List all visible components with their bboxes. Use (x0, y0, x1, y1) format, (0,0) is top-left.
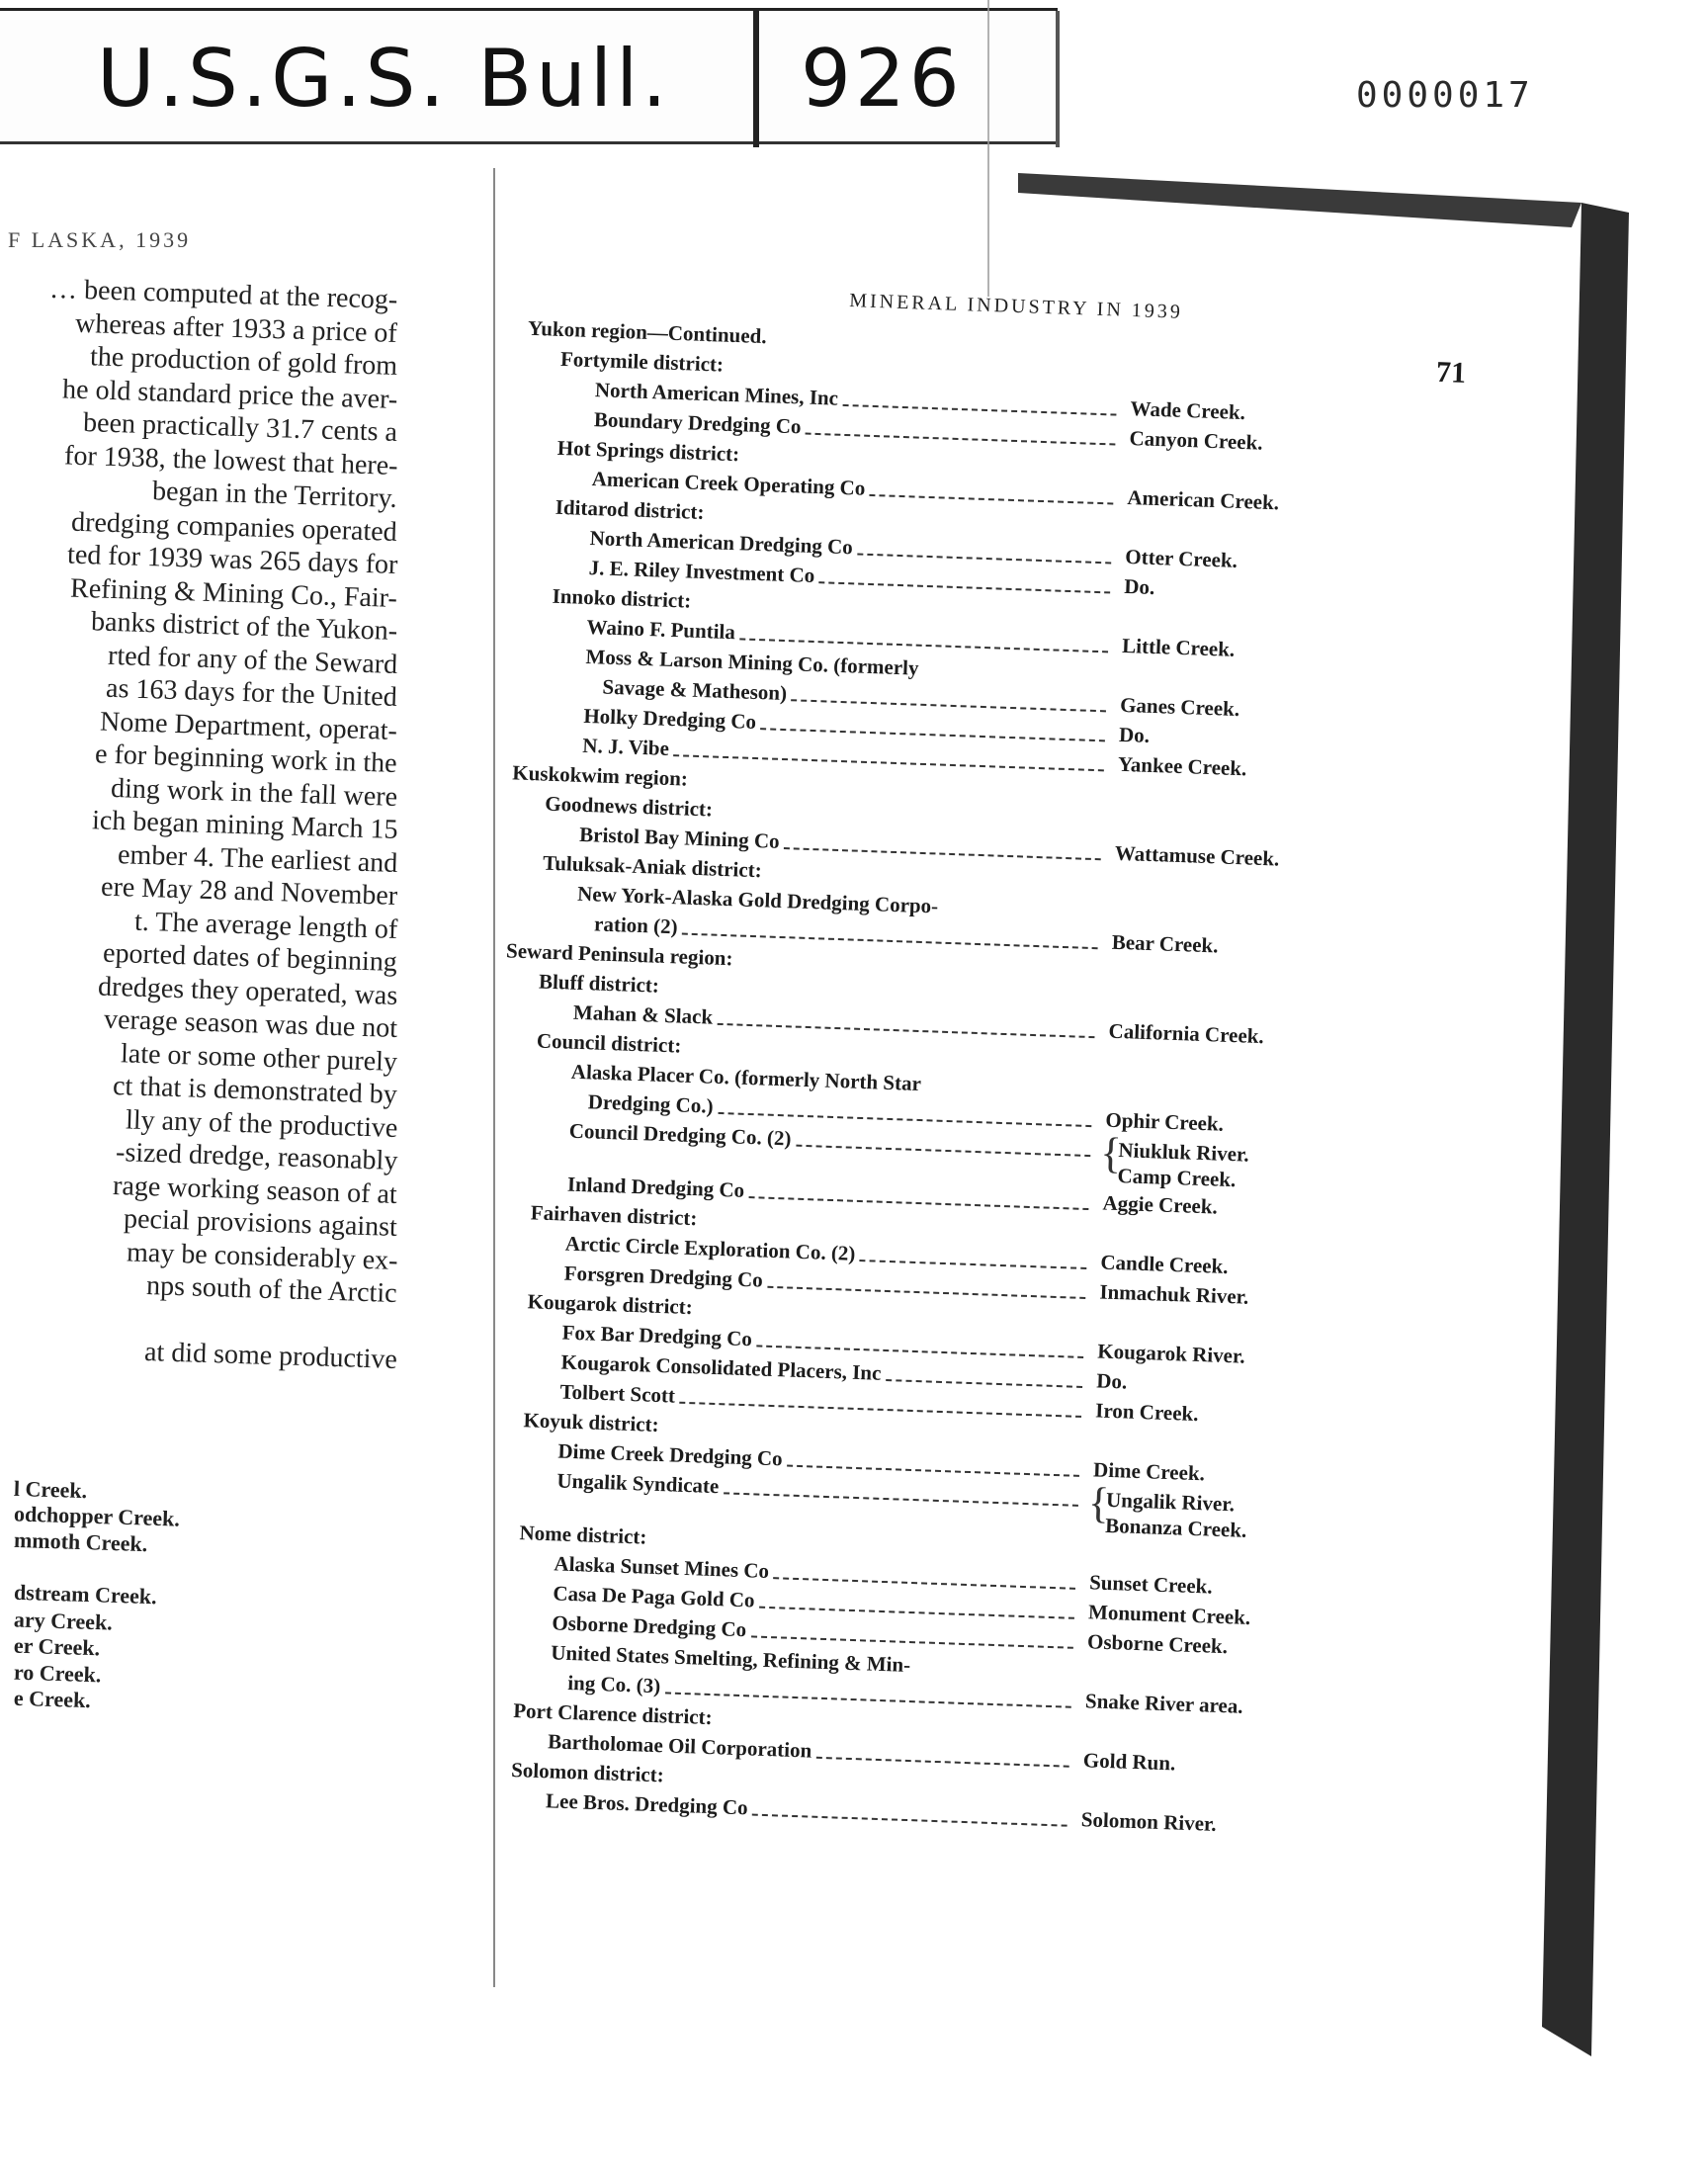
left-text-line: late or some other purely (120, 1037, 398, 1078)
left-text-line: ich began mining March 15 (91, 805, 398, 845)
entry-location: Niukluk River. (1118, 1138, 1250, 1167)
entry-name: Dime Creek Dredging Co (557, 1438, 784, 1471)
document-stamp-number: 0000017 (1356, 75, 1534, 116)
entry-name: North American Dredging Co (589, 526, 854, 560)
entry-location: Yankee Creek. (1117, 751, 1247, 781)
entry-name: Osborne Dredging Co (552, 1610, 747, 1642)
left-running-head: F LASKA, 1939 (8, 227, 192, 252)
entry-name: Dredging Co.) (587, 1089, 714, 1118)
grouping-brace: { (1099, 1128, 1123, 1178)
left-text-line: ember 4. The earliest and (117, 838, 398, 879)
left-text-line: pecial provisions against (123, 1203, 398, 1243)
handwritten-bulletin-number: 926 (801, 33, 964, 125)
dot-leader (756, 1345, 1083, 1358)
entry-location: Do. (1095, 1368, 1128, 1394)
entry-name: Tuluksak-Aniak district: (542, 850, 763, 883)
right-page (494, 148, 1601, 2086)
entry-name: Council Dredging Co. (2) (568, 1118, 792, 1151)
entry-location: American Creek. (1127, 484, 1280, 515)
entry-name: Waino F. Puntila (586, 614, 736, 645)
entry-name: Fortymile district: (559, 346, 725, 377)
left-text-line: lly any of the productive (125, 1103, 398, 1144)
entry-location: Dime Creek. (1092, 1457, 1206, 1486)
entry-name: Kuskokwim region: (512, 760, 689, 791)
entry-location: Osborne Creek. (1086, 1629, 1229, 1659)
entry-location: Ungalik River. (1105, 1487, 1236, 1517)
left-list-fragment: e Creek. (13, 1685, 92, 1713)
left-text-line: he old standard price the aver- (61, 373, 398, 415)
entry-location: Candle Creek. (1100, 1250, 1229, 1279)
left-list-fragment: l Creek. (13, 1475, 88, 1504)
left-list-fragment: er Creek. (13, 1632, 101, 1661)
dot-leader (857, 553, 1111, 564)
entry-name: New York-Alaska Gold Dredging Corpo- (576, 881, 939, 918)
entry-location: Little Creek. (1121, 633, 1236, 661)
entry-name: Ungalik Syndicate (556, 1468, 720, 1499)
entry-name: Arctic Circle Exploration Co. (2) (564, 1231, 856, 1265)
entry-name: Hot Springs district: (556, 435, 740, 467)
left-text-line: e for beginning work in the (95, 739, 398, 779)
entry-name: Bristol Bay Mining Co (578, 822, 781, 853)
entry-name: Innoko district: (552, 583, 692, 613)
dot-leader (760, 728, 1104, 741)
entry-name: Yukon region—Continued. (527, 315, 767, 349)
entry-name: ing Co. (3) (566, 1670, 661, 1698)
entry-name: Alaska Placer Co. (formerly North Star (570, 1059, 922, 1096)
left-text-line: as 163 days for the United (105, 672, 398, 713)
entry-name: Nome district: (519, 1521, 647, 1549)
left-text-line: dredges they operated, was (97, 970, 398, 1011)
entry-name: Mahan & Slack (572, 1000, 714, 1029)
dot-leader (819, 581, 1110, 593)
entry-name: Solomon district: (510, 1758, 665, 1787)
entry-location: Kougarok River. (1096, 1339, 1246, 1368)
entry-location: Inmachuk River. (1099, 1279, 1249, 1309)
dot-leader (886, 1379, 1082, 1388)
left-list-fragment: dstream Creek. (13, 1579, 157, 1610)
dot-leader (751, 1635, 1073, 1648)
entry-name: Lee Bros. Dredging Co (545, 1788, 749, 1820)
entry-location: Sunset Creek. (1088, 1570, 1213, 1599)
entry-location: California Creek. (1108, 1018, 1265, 1049)
entry-location-secondary: Bonanza Creek. (1104, 1513, 1247, 1542)
dot-leader (784, 847, 1101, 860)
left-text-line: Refining & Mining Co., Fair- (69, 572, 398, 614)
entry-location: Ophir Creek. (1105, 1107, 1225, 1136)
handwritten-bulletin-label: U.S.G.S. Bull. (97, 33, 671, 125)
dot-leader (724, 1492, 1078, 1507)
left-text-line: whereas after 1933 a price of (74, 307, 398, 349)
entry-name: N. J. Vibe (582, 733, 670, 760)
entry-name: Casa De Paga Gold Co (553, 1581, 755, 1612)
left-text-line: eported dates of beginning (102, 937, 398, 978)
entry-location: Monument Creek. (1087, 1600, 1251, 1630)
left-text-line: rage working season of at (112, 1170, 398, 1210)
entry-location: Otter Creek. (1125, 544, 1238, 572)
entry-name: Kougarok district: (527, 1289, 694, 1320)
left-list-fragment: ary Creek. (13, 1606, 114, 1635)
entry-name: Bluff district: (538, 969, 660, 998)
left-text-line: ct that is demonstrated by (112, 1070, 398, 1110)
entry-location: Gold Run. (1082, 1748, 1176, 1776)
entry-name: Forsgren Dredging Co (563, 1261, 764, 1292)
right-running-head: MINERAL INDUSTRY IN 1939 (848, 290, 1184, 323)
left-text-line: the production of gold from (89, 341, 398, 382)
entry-name: Tolbert Scott (559, 1379, 676, 1408)
left-text-line: t. The average length of (133, 906, 398, 945)
dot-leader (759, 1607, 1074, 1619)
dot-leader (806, 433, 1115, 446)
dot-leader (870, 494, 1114, 505)
entry-name: Inland Dredging Co (566, 1172, 745, 1202)
entry-location: Do. (1123, 573, 1155, 599)
dot-leader (792, 699, 1106, 712)
grouping-brace: { (1087, 1478, 1110, 1527)
entry-location: Aggie Creek. (1102, 1190, 1219, 1219)
entry-name: J. E. Riley Investment Co (588, 556, 815, 587)
entry-name: Fox Bar Dredging Co (561, 1320, 753, 1351)
entry-name: Bartholomae Oil Corporation (547, 1729, 812, 1763)
left-text-line: rted for any of the Seward (107, 640, 398, 680)
dot-leader (718, 1112, 1091, 1127)
entry-location: Wade Creek. (1130, 396, 1246, 425)
entry-location: Canyon Creek. (1129, 426, 1263, 455)
dot-leader (739, 638, 1108, 652)
entry-name: Kougarok Consolidated Placers, Inc (560, 1349, 882, 1385)
left-text-line: ere May 28 and November (100, 871, 398, 912)
left-text-line: Nome Department, operat- (99, 706, 398, 746)
entry-name: Port Clarence district: (512, 1698, 713, 1730)
entry-location: Ganes Creek. (1119, 692, 1240, 722)
left-text-line: began in the Territory. (152, 476, 398, 514)
entry-name: Fairhaven district: (530, 1200, 698, 1231)
entry-name: United States Smelting, Refining & Min- (550, 1640, 911, 1678)
dot-leader (842, 404, 1116, 416)
entry-name: Savage & Matheson) (602, 674, 788, 706)
entry-name: Council district: (536, 1028, 682, 1058)
entry-name: Koyuk district: (523, 1408, 660, 1437)
entry-location: Solomon River. (1080, 1807, 1218, 1836)
left-text-line: may be considerably ex- (126, 1236, 398, 1276)
dot-leader (749, 1196, 1089, 1210)
left-text-line: banks district of the Yukon- (90, 606, 398, 647)
left-text-line: at did some productive (143, 1336, 398, 1375)
left-text-line: … been computed at the recog- (48, 273, 398, 315)
entry-name: ration (2) (593, 912, 679, 939)
dot-leader (796, 1145, 1090, 1157)
entry-location: Bear Creek. (1111, 929, 1219, 958)
entry-location: Snake River area. (1084, 1689, 1243, 1718)
dot-leader (816, 1757, 1069, 1768)
entry-location-secondary: Camp Creek. (1117, 1164, 1237, 1192)
left-text-line: ding work in the fall were (110, 772, 398, 813)
entry-name: Moss & Larson Mining Co. (formerly (585, 644, 919, 680)
entry-name: Goodnews district: (544, 791, 714, 822)
dot-leader (860, 1260, 1086, 1269)
left-text-line: nps south of the Arctic (146, 1270, 398, 1309)
left-text-line: -sized dredge, reasonably (115, 1137, 398, 1176)
entry-name: Seward Peninsula region: (505, 938, 733, 971)
entry-name: American Creek Operating Co (591, 467, 866, 500)
dot-leader (752, 1814, 1068, 1827)
entry-name: Iditarod district: (555, 494, 705, 525)
entry-location: Iron Creek. (1094, 1398, 1199, 1427)
left-list-fragment: mmoth Creek. (13, 1526, 148, 1557)
left-list-fragment: odchopper Creek. (13, 1500, 181, 1531)
entry-location: Wattamuse Creek. (1114, 840, 1280, 871)
left-text-line: verage season was due not (103, 1003, 398, 1044)
dot-leader (787, 1465, 1079, 1477)
left-text-line: for 1938, the lowest that here- (63, 439, 398, 481)
dot-leader (767, 1286, 1085, 1299)
left-text-line: been practically 31.7 cents a (82, 407, 398, 448)
entry-location: Do. (1118, 722, 1151, 747)
left-list-fragment: ro Creek. (13, 1659, 102, 1687)
page-number: 71 (1435, 355, 1467, 390)
entry-name: Alaska Sunset Mines Co (554, 1551, 770, 1583)
left-text-line: ted for 1939 was 265 days for (66, 539, 398, 580)
left-text-line: dredging companies operated (71, 506, 398, 548)
entry-name: Boundary Dredging Co (593, 407, 802, 439)
entry-name: North American Mines, Inc (594, 378, 839, 410)
entry-name: Holky Dredging Co (583, 703, 757, 735)
dot-leader (773, 1577, 1075, 1590)
